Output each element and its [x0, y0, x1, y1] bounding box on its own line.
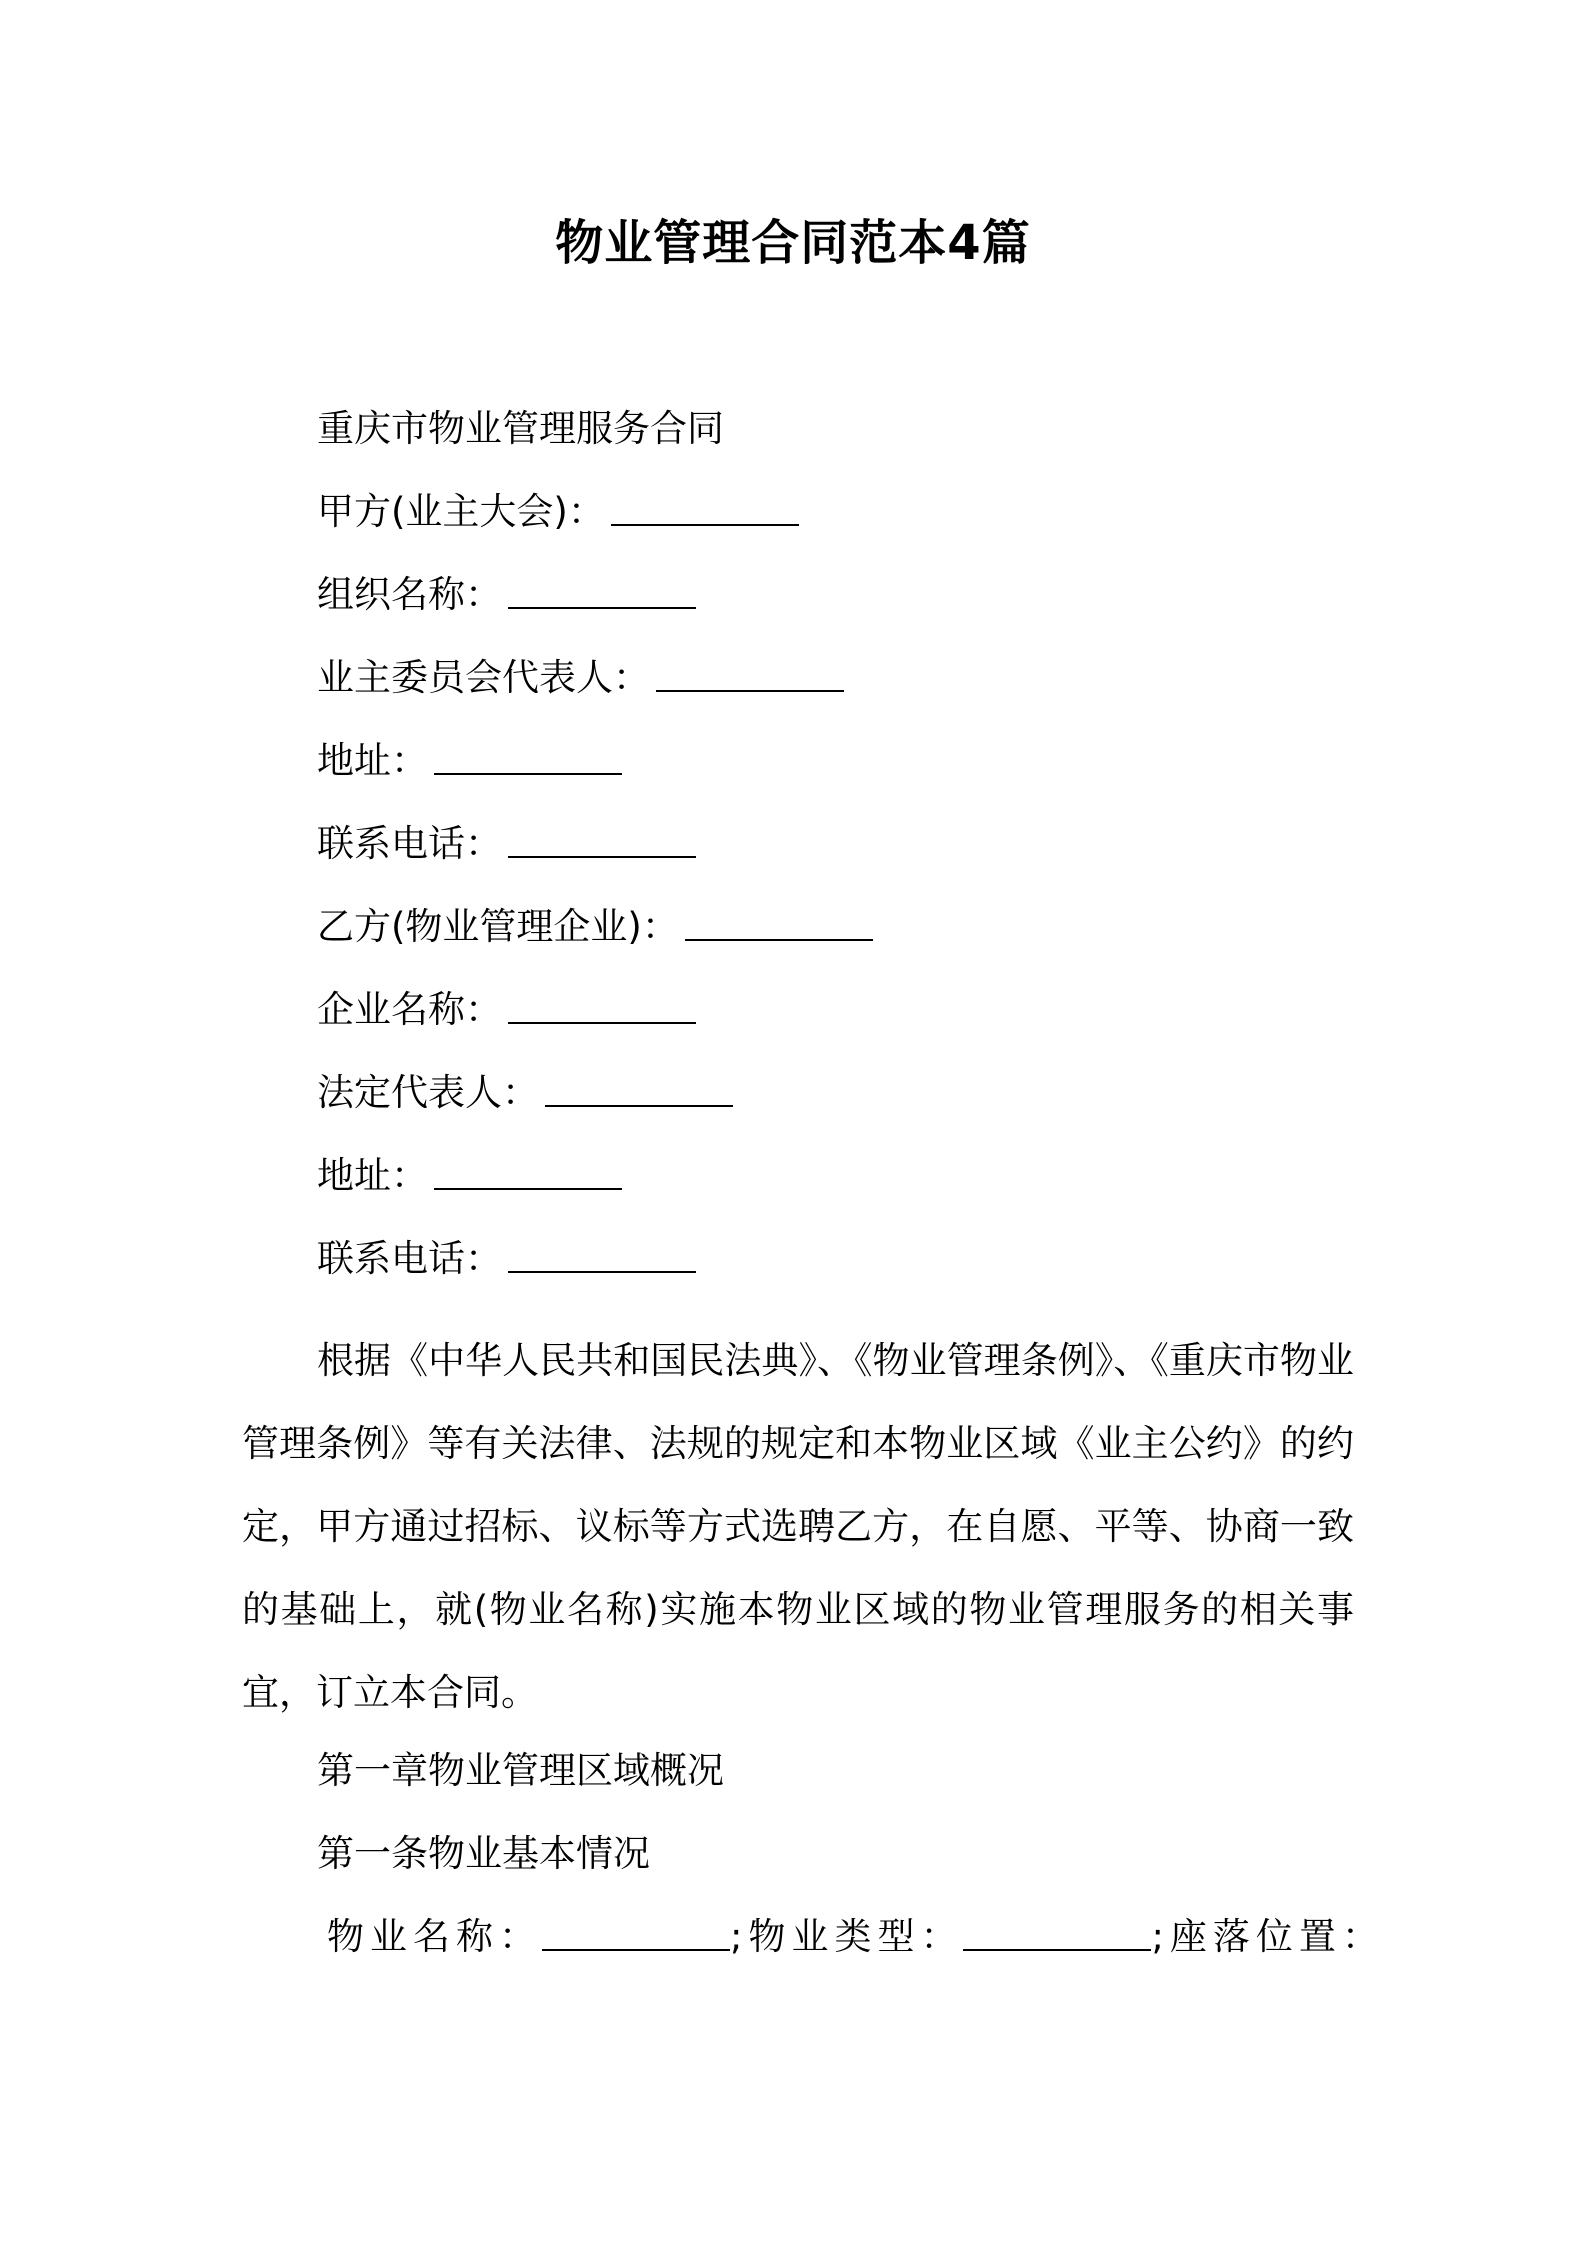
property-name-label: 物业名称：: [327, 1915, 542, 1958]
legal-representative-field: [317, 1068, 733, 1118]
party-a-blank: [611, 490, 799, 526]
organization-name-field: [317, 570, 696, 620]
committee-representative-blank: [656, 656, 844, 692]
property-type-label: ;物业类型：: [730, 1915, 964, 1958]
party-b-blank: [685, 905, 873, 941]
property-name-blank: [542, 1915, 730, 1951]
article-heading: 第一条物业基本情况: [317, 1832, 650, 1875]
party-a-phone-label: 联系电话：: [317, 822, 502, 865]
property-location-label: ;座落位置：: [1151, 1915, 1385, 1958]
chapter-heading: 第一章物业管理区域概况: [317, 1749, 724, 1792]
company-name-blank: [508, 988, 696, 1024]
party-a-address-blank: [434, 739, 622, 775]
party-b-address-label: 地址：: [317, 1154, 428, 1197]
party-b-address-field: [317, 1151, 622, 1201]
document-title: 物业管理合同范本4篇: [555, 215, 1031, 271]
legal-representative-label: 法定代表人：: [317, 1071, 539, 1114]
party-a-address-field: [317, 736, 622, 786]
organization-name-label: 组织名称：: [317, 573, 502, 616]
party-a-phone-blank: [508, 822, 696, 858]
property-type-blank: [963, 1915, 1151, 1951]
property-info-line: [327, 1912, 1385, 1962]
party-b-phone-label: 联系电话：: [317, 1237, 502, 1280]
legal-representative-blank: [545, 1071, 733, 1107]
party-a-phone-field: [317, 819, 696, 869]
organization-name-blank: [508, 573, 696, 609]
committee-representative-label: 业主委员会代表人：: [317, 656, 650, 699]
party-b-phone-field: [317, 1234, 696, 1284]
party-a-address-label: 地址：: [317, 739, 428, 782]
party-b-label: 乙方(物业管理企业)：: [317, 905, 679, 948]
party-b-address-blank: [434, 1154, 622, 1190]
party-b-phone-blank: [508, 1237, 696, 1273]
party-a-label: 甲方(业主大会)：: [317, 490, 605, 533]
committee-representative-field: [317, 653, 844, 703]
preamble-paragraph: 根据《中华人民共和国民法典》、《物业管理条例》、《重庆市物业管理条例》等有关法律、法规的规定和本物业区域《业主公约》的约定，甲方通过招标、议标等方式选聘乙方，在自愿、平等、协商一致的基础上，就(物业名称)实施本物业区域的物业管理服务的相关事宜，订立本合同。: [242, 1339, 1354, 1714]
company-name-label: 企业名称：: [317, 988, 502, 1031]
party-b-field: [317, 902, 873, 952]
company-name-field: [317, 985, 696, 1035]
party-a-field: [317, 487, 799, 537]
contract-subtitle: 重庆市物业管理服务合同: [317, 407, 724, 450]
